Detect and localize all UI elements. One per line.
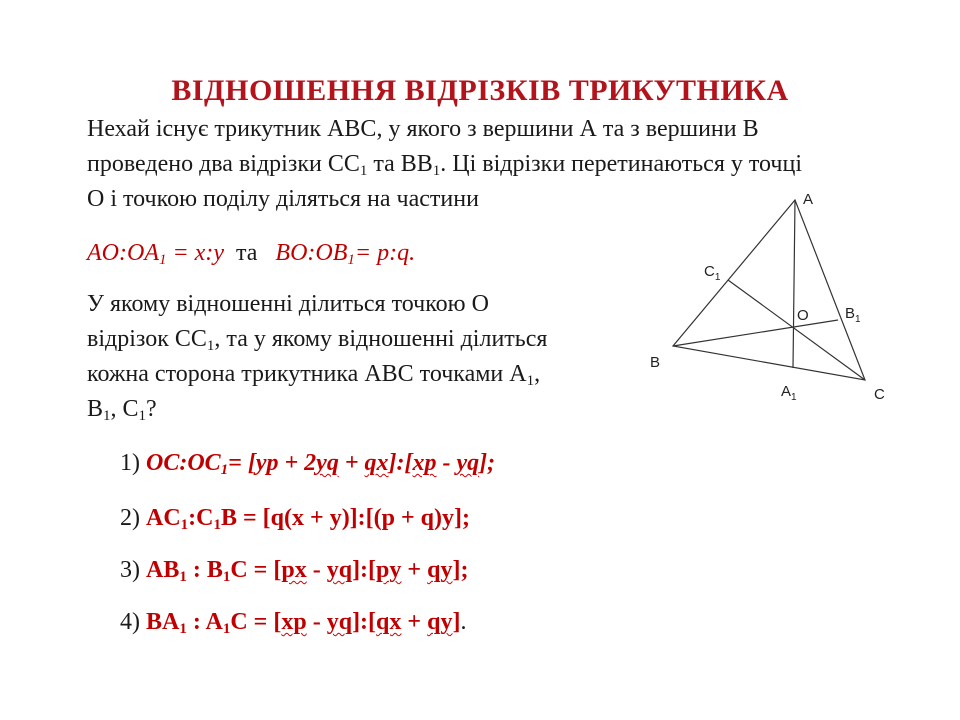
label-c: C <box>874 386 885 403</box>
label-c1: $C_1$ <box>704 263 721 283</box>
segment-bb1 <box>673 320 838 346</box>
intro-line-2: проведено два відрізки $СС_1$ та $ВВ_1$. Ці відрізки перетинаються у точці <box>87 151 803 179</box>
question-line-2: відрізок $СС_1$, та у якому відношенні ділиться <box>87 326 548 354</box>
segment-aa1 <box>793 200 795 368</box>
question-line-1: У якому відношенні ділиться точкою О <box>87 291 489 317</box>
question-line-3: кожна сторона трикутника АВС точками $А_1$, <box>87 361 541 389</box>
label-a1: $A_1$ <box>781 383 797 403</box>
page-title: ВІДНОШЕННЯ ВІДРІЗКІВ ТРИКУТНИКА <box>171 74 789 107</box>
triangle-abc <box>673 200 865 380</box>
label-a: A <box>803 191 814 208</box>
option-2: 2) $AC_1:C_1B = [q(x$ + y)]:[(p + q)y]; <box>120 505 470 533</box>
intro-line-3: О і точкою поділу діляться на частини <box>87 186 479 212</box>
given-ratios: $AO:OA_1$ = x:y та $BO:OB_1=$ p:q. <box>87 240 416 268</box>
intro-line-1: Нехай існує трикутник АВС, у якого з вершини А та з вершини В <box>87 116 759 142</box>
option-4: 4) $BA_1$ : $A_1C = [xp$ - yq]:[qx + qy]. <box>120 609 467 637</box>
segment-cc1 <box>728 280 865 380</box>
question-line-4: $В_1$, $С_1$? <box>87 396 157 424</box>
label-b1: $B_1$ <box>845 305 861 325</box>
option-3: 3) $AB_1$ : $B_1C = [px$ - yq]:[py + qy]; <box>120 557 469 585</box>
option-1: 1) $OC:OC_1= [yp + 2yq$ + qx]:[xp - yq]; <box>120 450 496 478</box>
label-o: O <box>797 307 809 324</box>
label-b: B <box>650 354 661 371</box>
